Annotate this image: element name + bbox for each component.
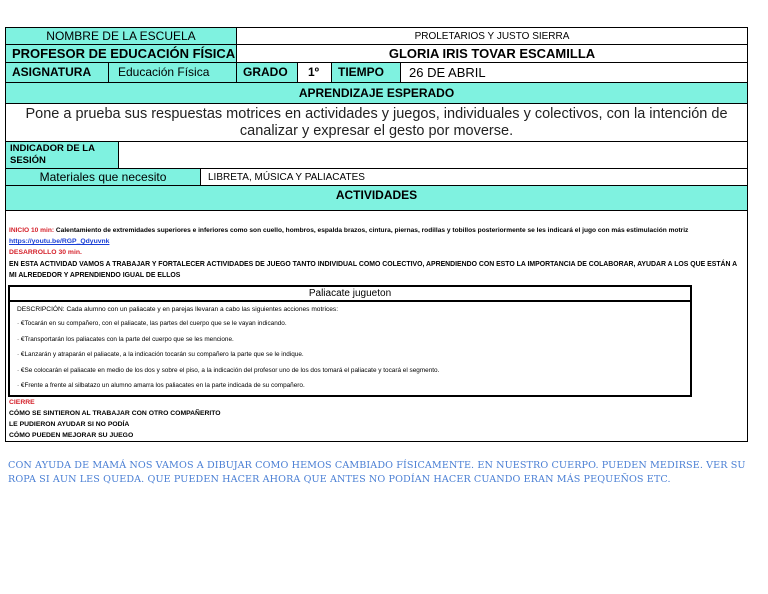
video-link-row xyxy=(9,237,109,247)
escuela-label: NOMBRE DE LA ESCUELA xyxy=(5,27,237,45)
accion-item: · €Frente a frente al silbatazo un alumno amarra los paliacates en la parte indicada de su compañero. xyxy=(17,382,305,389)
accion-item: · €Transportarán los paliacates con la parte del cuerpo que se les mencione. xyxy=(17,335,234,343)
asignatura-label: ASIGNATURA xyxy=(5,62,109,83)
materiales-value: LIBRETA, MÚSICA Y PALIACATES xyxy=(200,168,748,186)
profesor-value: GLORIA IRIS TOVAR ESCAMILLA xyxy=(236,44,748,63)
grado-value: 1º xyxy=(297,62,332,83)
cierre-line: LE PUDIERON AYUDAR SI NO PODÍA xyxy=(9,421,130,428)
indicador-label: INDICADOR DE LA SESIÓN xyxy=(5,141,119,169)
desarrollo-label: DESARROLLO 30 min. xyxy=(9,249,82,256)
cierre-line: CÓMO PUEDEN MEJORAR SU JUEGO xyxy=(9,432,134,439)
asignatura-value: Educación Física xyxy=(108,62,237,83)
actividades-label: ACTIVIDADES xyxy=(5,185,748,211)
inicio-text: Calentamiento de extremidades superiores e inferiores como son cuello, hombros, espalda brazos, cintura, piernas, rodillas y tobillos posteriormente se les indicará el jugo con más estimulación motriz xyxy=(54,227,689,234)
juego-title: Paliacate jugueton xyxy=(8,285,692,302)
grado-label: GRADO xyxy=(236,62,298,83)
indicador-value xyxy=(118,141,748,169)
cierre-line: CÓMO SE SINTIERON AL TRABAJAR CON OTRO COMPAÑERITO xyxy=(9,410,221,417)
accion-item: · €Lanzarán y atraparán el paliacate, a la indicación tocarán su compañero la parte que se le indique. xyxy=(17,351,304,358)
juego-box xyxy=(8,301,692,397)
aprendizaje-text: Pone a prueba sus respuestas motrices en actividades y juegos, individuales y colectivos, con la intención de canalizar y expresar el gesto por moverse. xyxy=(5,103,748,142)
aprendizaje-label: APRENDIZAJE ESPERADO xyxy=(5,82,748,104)
footer-note: CON AYUDA DE MAMÁ NOS VAMOS A DIBUJAR COMO HEMOS CAMBIADO FÍSICAMENTE. EN NUESTRO CUERPO. PUEDEN MEDIRSE. VER SU ROPA SI AUN LES QUEDA. QUE PUEDEN HACER AHORA QUE ANTES NO PODÍAN HACER CUANDO ERAN MÁS PEQUEÑOS ETC. xyxy=(8,460,746,485)
video-link[interactable]: https://youtu.be/RGP_Qdyuvnk xyxy=(9,238,110,245)
desarrollo-text: EN ESTA ACTIVIDAD VAMOS A TRABAJAR Y FORTALECER ACTIVIDADES DE JUEGO TANTO INDIVIDUAL COMO COLECTIVO, APRENDIENDO CON ESTO LA IMPORTANCIA DE COLABORAR, AYUDAR A LOS QUE ESTÁN A MI ALREDEDOR Y APRENDIENDO IGUAL DE ELLOS xyxy=(9,261,737,279)
tiempo-label: TIEMPO xyxy=(331,62,401,83)
escuela-value: PROLETARIOS Y JUSTO SIERRA xyxy=(236,27,748,45)
profesor-label: PROFESOR DE EDUCACIÓN FÍSICA xyxy=(5,44,237,63)
descripcion-text: DESCRIPCIÓN: Cada alumno con un paliacate y en parejas llevaran a cabo las siguientes acciones motrices: xyxy=(17,306,339,313)
tiempo-value: 26 DE ABRIL xyxy=(400,62,748,83)
accion-item: · €Tocarán en su compañero, con el paliacate, las partes del cuerpo que se le vayan indicando. xyxy=(17,320,287,327)
inicio-label: INICIO 10 min: xyxy=(9,227,55,234)
inicio-paragraph xyxy=(9,226,743,236)
cierre-label: CIERRE xyxy=(9,399,35,406)
materiales-label: Materiales que necesito xyxy=(5,168,201,186)
accion-item: · €Se colocarán el paliacate en medio de los dos y sobre el piso, a la indicación del profesor uno de los dos tomará el paliacate y tocará el segmento. xyxy=(17,366,440,374)
